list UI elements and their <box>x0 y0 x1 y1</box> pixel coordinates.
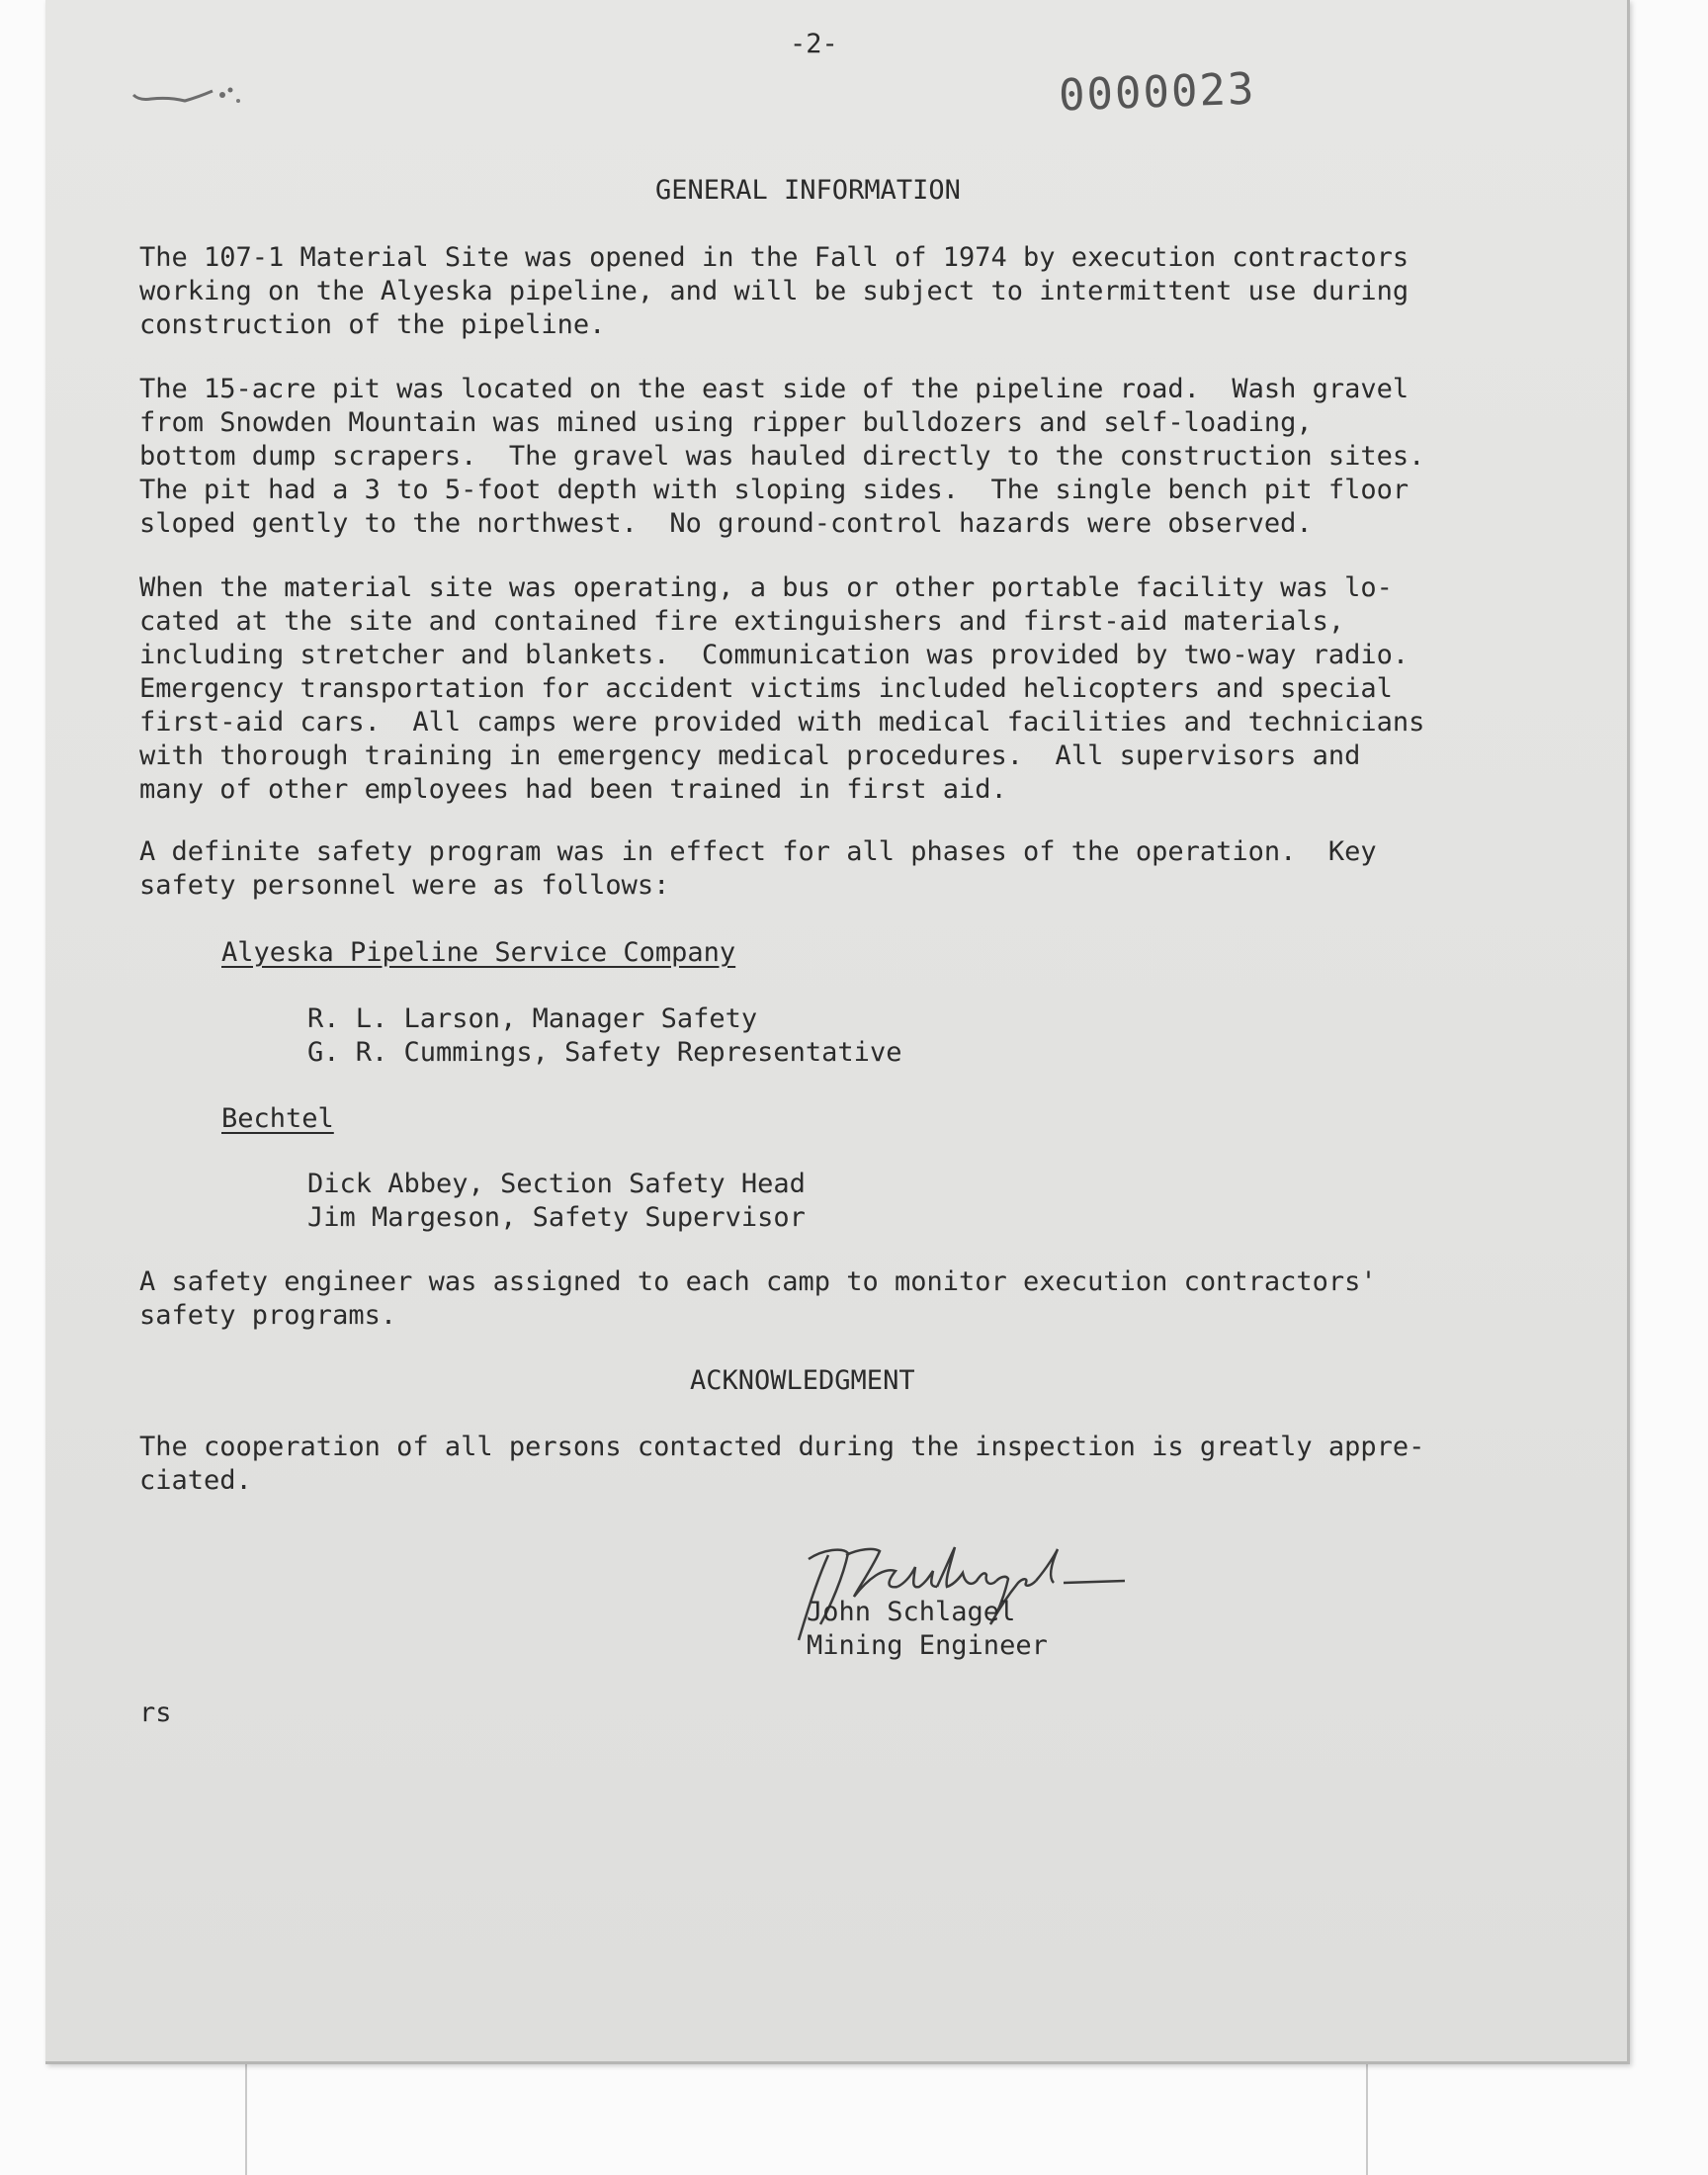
text-line: with thorough training in emergency medical procedures. All supervisors and <box>139 740 1361 771</box>
text-line: working on the Alyeska pipeline, and will be subject to intermittent use during <box>139 276 1409 306</box>
scan-edge-line <box>245 2061 247 2175</box>
text-line: construction of the pipeline. <box>139 309 606 340</box>
document-page <box>45 0 1630 2064</box>
text-line: first-aid cars. All camps were provided with medical facilities and technicians <box>139 707 1425 738</box>
heading-general-information: GENERAL INFORMATION <box>655 175 961 206</box>
typist-initials: rs <box>139 1697 172 1728</box>
text-line: safety personnel were as follows: <box>139 870 670 901</box>
personnel-entry: G. R. Cummings, Safety Representative <box>307 1037 902 1068</box>
personnel-entry: Jim Margeson, Safety Supervisor <box>307 1202 806 1233</box>
serial-number: 0000023 <box>1058 63 1257 122</box>
text-line: many of other employees had been trained in first aid. <box>139 774 1007 805</box>
page-number: -2- <box>790 29 838 59</box>
personnel-entry: R. L. Larson, Manager Safety <box>307 1003 758 1034</box>
personnel-entry: Dick Abbey, Section Safety Head <box>307 1169 806 1199</box>
text-line: ciated. <box>139 1465 252 1496</box>
text-line: including stretcher and blankets. Communication was provided by two-way radio. <box>139 640 1409 670</box>
text-line: A definite safety program was in effect for all phases of the operation. Key <box>139 836 1377 867</box>
text-line: The 107-1 Material Site was opened in the Fall of 1974 by execution contractors <box>139 242 1409 273</box>
text-line: cated at the site and contained fire extinguishers and first-aid materials, <box>139 606 1345 637</box>
text-line: A safety engineer was assigned to each camp to monitor execution contractors' <box>139 1266 1377 1297</box>
text-line: sloped gently to the northwest. No ground-control hazards were observed. <box>139 508 1313 539</box>
text-line: The cooperation of all persons contacted during the inspection is greatly appre- <box>139 1432 1425 1462</box>
scan-edge-line <box>1366 2061 1368 2175</box>
heading-acknowledgment: ACKNOWLEDGMENT <box>690 1365 915 1396</box>
smudge-mark <box>129 77 278 117</box>
text-line: from Snowden Mountain was mined using ripper bulldozers and self-loading, <box>139 407 1313 438</box>
text-line: safety programs. <box>139 1300 397 1331</box>
text-line: When the material site was operating, a bus or other portable facility was lo- <box>139 572 1393 603</box>
signer-title: Mining Engineer <box>807 1630 1048 1661</box>
text-line: The 15-acre pit was located on the east side of the pipeline road. Wash gravel <box>139 374 1409 404</box>
signer-name: John Schlagel <box>807 1597 1016 1627</box>
text-line: The pit had a 3 to 5-foot depth with sloping sides. The single bench pit floor <box>139 475 1409 505</box>
text-line: Emergency transportation for accident victims included helicopters and special <box>139 673 1393 704</box>
text-line: bottom dump scrapers. The gravel was hauled directly to the construction sites. <box>139 441 1425 472</box>
company-heading-alyeska: Alyeska Pipeline Service Company <box>221 937 736 968</box>
company-heading-bechtel: Bechtel <box>221 1103 334 1134</box>
